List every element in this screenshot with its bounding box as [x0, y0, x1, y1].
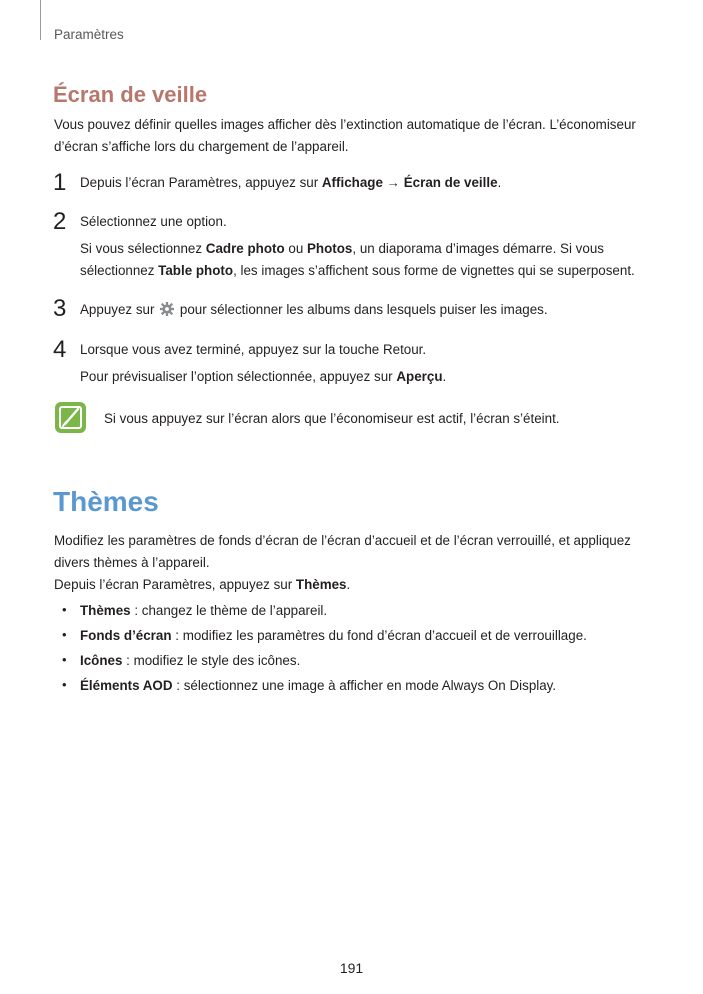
- step-3-text: Appuyez sur pour sélectionner les albums dans lesquels puiser les images.: [80, 302, 548, 317]
- themes-path: Depuis l’écran Paramètres, appuyez sur Thèmes.: [54, 577, 351, 592]
- page-number: 191: [339, 960, 364, 976]
- header-rule: [40, 0, 41, 40]
- step-number-3: 3: [53, 295, 67, 322]
- section-title-screensaver: Écran de veille: [53, 82, 208, 107]
- step-1-text: Depuis l’écran Paramètres, appuyez sur Affichage → Écran de veille.: [80, 175, 502, 190]
- running-header: Paramètres: [54, 27, 124, 42]
- bullet-marker: •: [62, 652, 67, 667]
- option-table-photo: Table photo: [158, 263, 234, 278]
- step-number-2: 2: [53, 208, 67, 235]
- option-photos: Photos: [307, 241, 353, 256]
- menu-themes: Thèmes: [295, 577, 347, 592]
- step-4-detail: Pour prévisualiser l’option sélectionnée, appuyez sur Aperçu.: [80, 369, 447, 384]
- screensaver-intro: Vous pouvez définir quelles images afficher dès l’extinction automatique de l’écran. L’économiseur d’écran s’affiche lors du chargement de l’appareil.: [54, 117, 636, 154]
- menu-affichage: Affichage: [321, 175, 383, 190]
- list-item: Fonds d’écran : modifiez les paramètres du fond d’écran d’accueil et de verrouillage.: [80, 628, 587, 643]
- menu-ecran-de-veille: Écran de veille: [403, 175, 498, 190]
- note-text: Si vous appuyez sur l’écran alors que l’économiseur est actif, l’écran s’éteint.: [104, 411, 560, 426]
- step-2-detail: Si vous sélectionnez Cadre photo ou Photos, un diaporama d’images démarre. Si vous sélectionnez Table photo, les images s’affichent sous forme de vignettes qui se superposent.: [80, 241, 635, 278]
- bullet-marker: •: [62, 627, 67, 642]
- list-item: Icônes : modifiez le style des icônes.: [80, 653, 301, 668]
- list-item: Éléments AOD : sélectionnez une image à afficher en mode Always On Display.: [80, 678, 557, 693]
- step-2-line1: Sélectionnez une option.: [80, 214, 227, 229]
- themes-intro: Modifiez les paramètres de fonds d’écran de l’écran d’accueil et de l’écran verrouillé, et appliquez divers thèmes à l’appareil.: [54, 533, 631, 570]
- step-number-1: 1: [53, 169, 67, 196]
- bullet-marker: •: [62, 677, 67, 692]
- option-apercu: Aperçu: [396, 369, 443, 384]
- list-item: Thèmes : changez le thème de l’appareil.: [80, 603, 328, 618]
- step-4-line1: Lorsque vous avez terminé, appuyez sur la touche Retour.: [80, 342, 427, 357]
- bullet-marker: •: [62, 602, 67, 617]
- note-icon: [54, 401, 87, 434]
- step-number-4: 4: [53, 336, 67, 363]
- gear-icon: [160, 302, 174, 316]
- section-title-themes: Thèmes: [53, 486, 159, 517]
- option-cadre-photo: Cadre photo: [205, 241, 285, 256]
